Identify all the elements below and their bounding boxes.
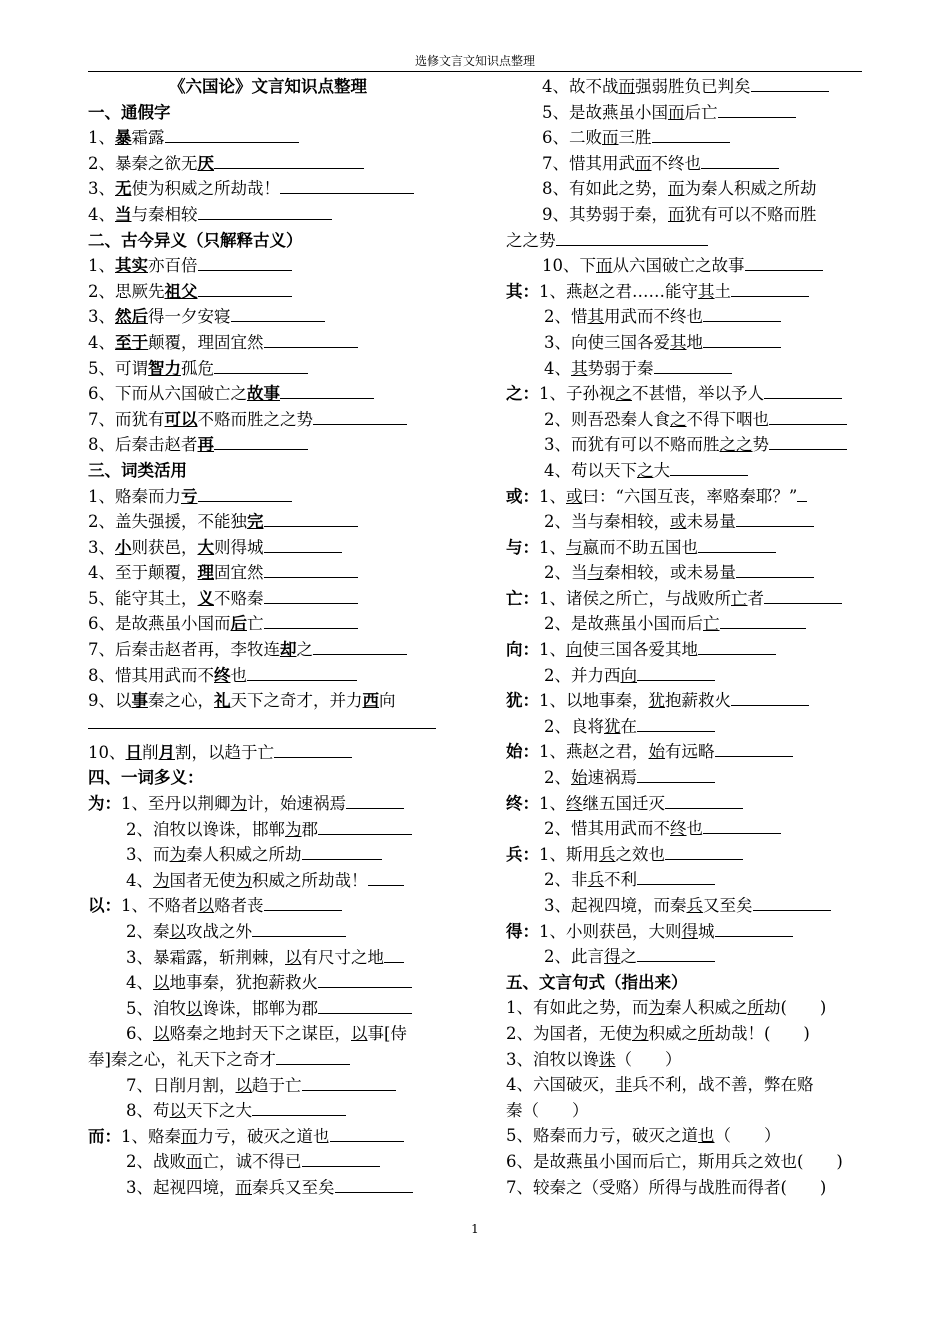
list-item: 2、秦以攻战之外 (88, 919, 448, 945)
list-item: 3、无使为积威之所劫哉！ (88, 176, 448, 202)
gujinyiyi-list (88, 253, 448, 458)
section-heading-tongjiazi: 一、通假字 (88, 102, 171, 122)
list-item: 亡：1、诸侯之所亡，与战败所亡者 (506, 586, 860, 612)
answer-blank[interactable] (252, 921, 346, 937)
answer-blank[interactable] (313, 409, 407, 425)
polysemy-group-wei (88, 791, 448, 868)
list-item: 向：1、向使三国各爱其地 (506, 637, 860, 663)
answer-blank[interactable] (720, 613, 806, 629)
answer-blank[interactable] (264, 537, 342, 553)
list-item: 5、能守其土，义不赂秦 (88, 586, 448, 612)
list-item: 4、至于颠覆，理固宜然 (88, 330, 448, 356)
answer-blank[interactable] (703, 306, 781, 322)
answer-blank[interactable] (652, 127, 730, 143)
polysemy-group-er-continued (506, 74, 860, 228)
list-item: 而：1、赂秦而力亏，破灭之道也 (88, 1124, 448, 1150)
list-item: 2、是故燕虽小国而后亡 (506, 611, 860, 637)
polysemy-group-huo (506, 484, 860, 535)
list-item: 或：1、或曰：“六国互丧，率赂秦耶？” (506, 484, 860, 510)
list-item: 3、向使三国各爱其地 (506, 330, 860, 356)
answer-blank[interactable] (264, 332, 358, 348)
list-item: 与：1、与嬴而不助五国也 (506, 535, 860, 561)
list-item: 3、暴霜露，斩荆棘，以有尺寸之地 (88, 945, 448, 971)
list-item: 奉]秦之心，礼天下之奇才 (88, 1047, 448, 1073)
list-item: 7、后秦击赵者再，李牧连却之 (88, 637, 448, 663)
list-item: 2、暴秦之欲无厌 (88, 151, 448, 177)
answer-blank[interactable] (764, 383, 842, 399)
list-item: 10、下而从六国破亡之故事 (506, 253, 860, 279)
answer-blank[interactable] (264, 511, 358, 527)
answer-blank[interactable] (698, 537, 776, 553)
answer-blank[interactable] (718, 102, 796, 118)
list-item: 2、当与秦相较，或未易量 (506, 509, 860, 535)
list-item: 8、苟以天下之大 (88, 1098, 448, 1124)
answer-blank[interactable] (302, 1151, 380, 1167)
polysemy-group-wang (506, 586, 860, 637)
list-item: 2、并力西向 (506, 663, 860, 689)
polysemy-group-er-10 (506, 253, 860, 279)
polysemy-group-you (506, 688, 860, 739)
list-item: 8、后秦击赵者再 (88, 432, 448, 458)
left-column (88, 74, 448, 1201)
list-item: 2、战败而亡，诚不得已 (88, 1149, 448, 1175)
answer-blank[interactable] (231, 306, 325, 322)
answer-blank[interactable] (637, 716, 715, 732)
list-item: 2、非兵不利 (506, 867, 860, 893)
answer-blank[interactable] (764, 588, 842, 604)
answer-blank[interactable] (701, 153, 779, 169)
answer-blank[interactable] (264, 895, 342, 911)
answer-blank[interactable] (264, 613, 358, 629)
answer-blank[interactable] (318, 998, 412, 1014)
answer-blank[interactable] (247, 665, 357, 681)
answer-blank[interactable] (731, 690, 809, 706)
answer-blank[interactable] (703, 332, 781, 348)
answer-blank[interactable] (703, 818, 781, 834)
list-item: 之：1、子孙视之不甚惜，举以予人 (506, 381, 860, 407)
answer-blank[interactable] (556, 230, 708, 246)
polysemy-group-yi-2 (88, 1073, 448, 1124)
list-item: 7、而犹有可以不赂而胜之之势 (88, 407, 448, 433)
list-item: 为：1、至丹以荆卿为计，始速祸焉 (88, 791, 448, 817)
list-item: 8、惜其用武而不终也 (88, 663, 448, 689)
answer-blank[interactable] (637, 869, 715, 885)
answer-blank[interactable] (198, 204, 332, 220)
list-item: 6、是故燕虽小国而后亡 (88, 611, 448, 637)
list-item: 2、良将犹在 (506, 714, 860, 740)
list-item: 3、洎牧以谗诛（ ） (506, 1049, 682, 1069)
answer-blank[interactable] (769, 409, 847, 425)
answer-blank[interactable] (264, 588, 358, 604)
list-item: 10、日削月割，以趋于亡 (88, 740, 448, 766)
answer-blank[interactable] (736, 511, 814, 527)
list-item: 9、以事秦之心，礼天下之奇才，并力西向 (88, 691, 396, 711)
list-item: 3、小则获邑，大则得城 (88, 535, 448, 561)
answer-blank[interactable] (274, 742, 352, 758)
list-item: 3、而为秦人积威之所劫 (88, 842, 448, 868)
list-item: 6、是故燕虽小国而后亡，斯用兵之效也( ) (506, 1151, 843, 1171)
tongjiazi-list (88, 125, 448, 227)
answer-blank[interactable] (637, 946, 715, 962)
list-item: 1、赂秦而力亏 (88, 484, 448, 510)
list-item: 其：1、燕赵之君……能守其土 (506, 279, 860, 305)
answer-blank[interactable] (384, 947, 404, 963)
list-item: 2、此言得之 (506, 944, 860, 970)
section-heading-cileihuoyong: 三、词类活用 (88, 460, 187, 480)
list-item: 6、以赂秦之地封天下之谋臣，以事[侍 (126, 1024, 407, 1044)
list-item: 3、然后得一夕安寝 (88, 304, 448, 330)
list-item: 7、惜其用武而不终也 (506, 151, 860, 177)
section-heading-gujinyiyi: 二、古今异义（只解释古义） (88, 230, 303, 250)
header-rule (88, 71, 862, 72)
list-item: 9、其势弱于秦，而犹有可以不赂而胜 (542, 204, 817, 224)
answer-blank[interactable] (368, 870, 404, 886)
list-item: 2、盖失强援，不能独完 (88, 509, 448, 535)
answer-blank[interactable] (264, 562, 358, 578)
list-item: 1、暴霜露 (88, 125, 448, 151)
answer-blank[interactable] (252, 1100, 346, 1116)
answer-blank[interactable] (698, 639, 776, 655)
list-item: 3、起视四境，而秦兵又至矣 (88, 1175, 448, 1201)
list-item: 2、洎牧以谗诛，邯郸为郡 (88, 817, 448, 843)
answer-blank[interactable] (302, 844, 382, 860)
list-item: 4、至于颠覆，理固宜然 (88, 560, 448, 586)
list-item: 4、苟以天下之大 (506, 458, 860, 484)
list-item: 4、为国者无使为积威之所劫哉！ (88, 868, 448, 894)
answer-blank[interactable] (214, 434, 308, 450)
list-item: 2、当与秦相较，或未易量 (506, 560, 860, 586)
page-number: 1 (471, 1222, 479, 1236)
answer-blank[interactable] (346, 793, 404, 809)
polysemy-group-zhi (506, 381, 860, 483)
polysemy-group-bing (506, 842, 860, 919)
polysemy-group-shi (506, 739, 860, 790)
polysemy-group-qi (506, 279, 860, 381)
list-item: 2、思厥先祖父 (88, 279, 448, 305)
list-item: 7、日削月割，以趋于亡 (88, 1073, 448, 1099)
list-item: 得：1、小则获邑，大则得城 (506, 919, 860, 945)
list-item: 犹：1、以地事秦，犹抱薪救火 (506, 688, 860, 714)
running-header: 选修文言文知识点整理 (414, 54, 535, 68)
list-item: 2、始速祸焉 (506, 765, 860, 791)
answer-blank[interactable] (198, 486, 292, 502)
answer-blank[interactable] (302, 1075, 396, 1091)
list-item: 5、赂秦而力亏，破灭之道也（ ） (506, 1126, 781, 1146)
answer-blank[interactable] (736, 562, 814, 578)
list-item: 3、起视四境，而秦兵又至矣 (506, 893, 860, 919)
list-item: 兵：1、斯用兵之效也 (506, 842, 860, 868)
answer-blank[interactable] (715, 741, 793, 757)
answer-blank[interactable] (769, 434, 847, 450)
answer-blank[interactable] (751, 76, 829, 92)
cileihuoyong-list-2 (88, 560, 448, 688)
answer-blank[interactable] (165, 127, 299, 143)
answer-blank[interactable] (318, 819, 412, 835)
answer-blank[interactable] (637, 767, 715, 783)
list-item: 5、是故燕虽小国而后亡 (506, 100, 860, 126)
list-item: 4、六国破灭，非兵不利，战不善，弊在赂 (506, 1075, 814, 1095)
list-item: 4、其势弱于秦 (506, 356, 860, 382)
list-item: 8、有如此之势，而为秦人积威之所劫 (542, 179, 817, 199)
polysemy-group-er (88, 1124, 448, 1201)
list-item: 2、则吾恐秦人食之不得下咽也 (506, 407, 860, 433)
answer-blank[interactable] (280, 178, 414, 194)
polysemy-group-zhong (506, 791, 860, 842)
right-column (506, 74, 860, 1200)
answer-blank[interactable] (654, 358, 732, 374)
list-item: 2、惜其用武而不终也 (506, 816, 860, 842)
answer-blank[interactable] (670, 460, 748, 476)
list-item: 4、以地事秦，犹抱薪救火 (88, 970, 448, 996)
answer-blank[interactable] (330, 1126, 404, 1142)
polysemy-group-yi (88, 893, 448, 1021)
list-item: 终：1、终继五国迁灭 (506, 791, 860, 817)
cileihuoyong-list (88, 484, 448, 561)
list-item: 3、而犹有可以不赂而胜之之势 (506, 432, 860, 458)
section-heading-yiciduoyi: 四、一词多义： (88, 768, 204, 788)
list-item: 之之势 (506, 228, 860, 254)
section-heading-juzhi: 五、文言句式（指出来） (506, 972, 688, 992)
list-item: 1、其实亦百倍 (88, 253, 448, 279)
answer-blank[interactable] (665, 844, 743, 860)
list-item: 5、可谓智力孤危 (88, 356, 448, 382)
list-item: 7、较秦之（受赂）所得与战胜而得者( ) (506, 1177, 827, 1197)
list-item: 6、下而从六国破亡之故事 (88, 381, 448, 407)
answer-blank[interactable] (745, 255, 823, 271)
answer-blank[interactable] (753, 895, 831, 911)
list-item: 6、二败而三胜 (506, 125, 860, 151)
list-item: 2、为国者，无使为积威之所劫哉！( ) (506, 1023, 810, 1043)
list-item: 4、故不战而强弱胜负已判矣 (506, 74, 860, 100)
answer-blank[interactable] (198, 281, 292, 297)
list-item: 1、有如此之势，而为秦人积威之所劫( ) (506, 998, 827, 1018)
answer-blank[interactable] (715, 921, 793, 937)
answer-blank[interactable] (198, 255, 292, 271)
answer-blank[interactable] (214, 358, 308, 374)
list-item: 4、当与秦相较 (88, 202, 448, 228)
list-item: 始：1、燕赵之君，始有远略 (506, 739, 860, 765)
list-item: 秦（ ） (506, 1100, 589, 1120)
answer-blank[interactable] (276, 1049, 350, 1065)
answer-blank[interactable] (637, 665, 715, 681)
list-item: 2、惜其用武而不终也 (506, 304, 860, 330)
polysemy-group-yu (506, 535, 860, 586)
answer-blank[interactable] (335, 1177, 413, 1193)
answer-blank[interactable] (731, 281, 809, 297)
list-item: 5、洎牧以谗诛，邯郸为郡 (88, 996, 448, 1022)
list-item: 以：1、不赂者以赂者丧 (88, 893, 448, 919)
polysemy-group-xiang (506, 637, 860, 688)
polysemy-group-de (506, 919, 860, 970)
document-title: 《六国论》文言知识点整理 (169, 77, 367, 96)
answer-blank[interactable] (318, 972, 412, 988)
answer-blank[interactable] (313, 639, 407, 655)
answer-blank[interactable] (214, 153, 364, 169)
answer-blank[interactable] (665, 793, 743, 809)
answer-blank[interactable] (280, 383, 374, 399)
answer-blank[interactable] (797, 486, 807, 502)
answer-blank[interactable] (88, 714, 436, 729)
